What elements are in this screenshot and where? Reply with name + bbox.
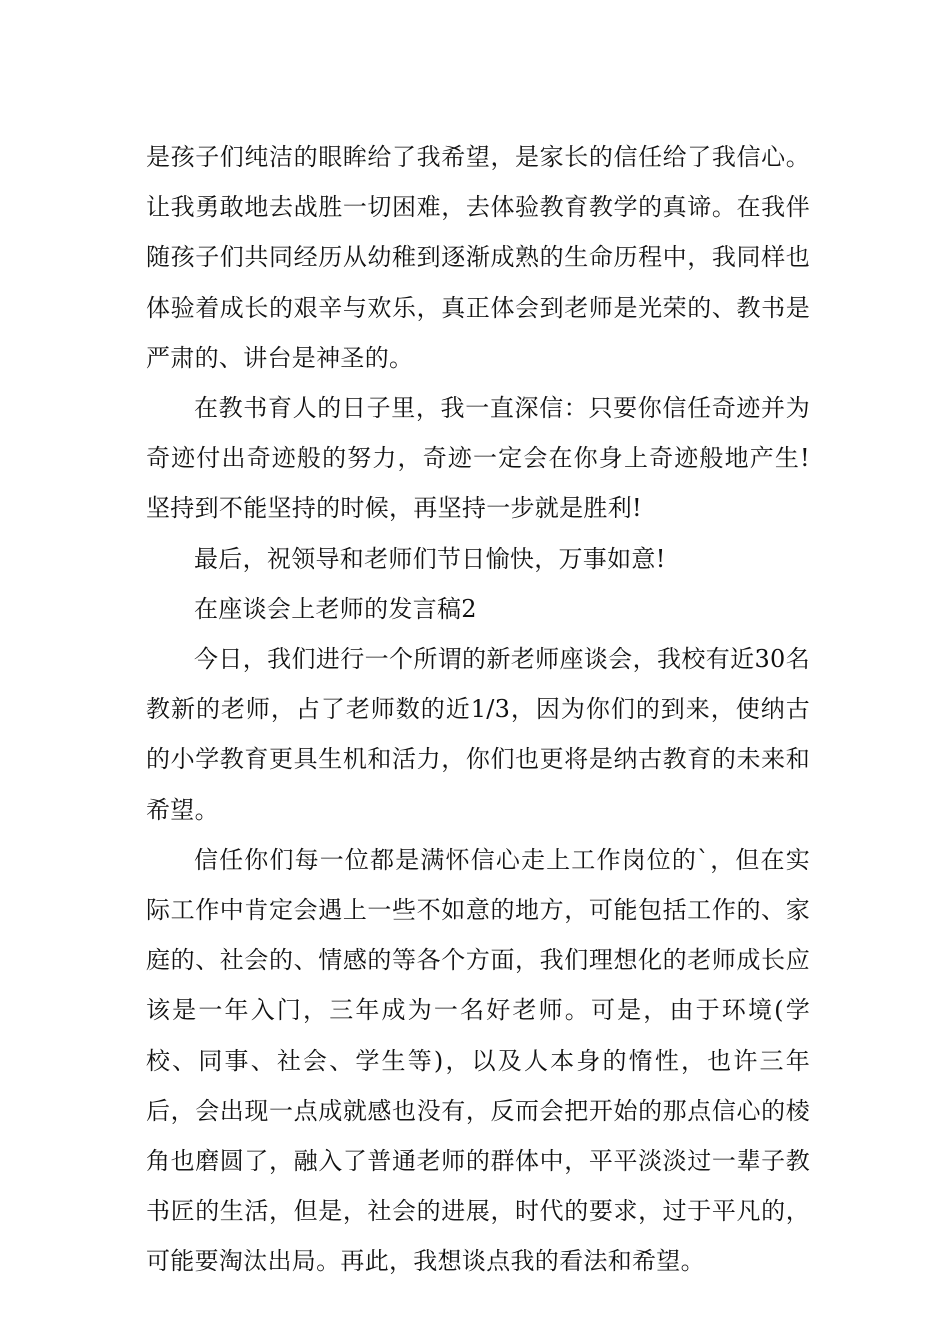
document-body [146, 132, 810, 1287]
paragraph-4: 今日，我们进行一个所谓的新老师座谈会，我校有近30名教新的老师，占了老师数的近1/3，因为你们的到来，使纳古的小学教育更具生机和活力，你们也更将是纳古教育的未来和希望。 [146, 645, 810, 824]
paragraph-5: 信任你们每一位都是满怀信心走上工作岗位的`，但在实际工作中肯定会遇上一些不如意的地方，可能包括工作的、家庭的、社会的、情感的等各个方面，我们理想化的老师成长应该是一年入门，三年成为一名好老师。可是，由于环境(学校、同事、社会、学生等)，以及人本身的惰性，也许三年后，会出现一点成就感也没有，反而会把开始的那点信心的棱角也磨圆了，融入了普通老师的群体中，平平淡淡过一辈子教书匠的生活，但是，社会的进展，时代的要求，过于平凡的，可能要淘汰出局。再此，我想谈点我的看法和希望。 [146, 845, 810, 1276]
paragraph-3: 最后，祝领导和老师们节日愉快，万事如意! [194, 544, 666, 573]
paragraph-1: 是孩子们纯洁的眼眸给了我希望，是家长的信任给了我信心。让我勇敢地去战胜一切困难，去体验教育教学的真谛。在我伴随孩子们共同经历从幼稚到逐渐成熟的生命历程中，我同样也体验着成长的艰辛与欢乐，真正体会到老师是光荣的、教书是严肃的、讲台是神圣的。 [146, 143, 810, 372]
section-heading: 在座谈会上老师的发言稿2 [194, 594, 477, 623]
paragraph-2: 在教书育人的日子里，我一直深信：只要你信任奇迹并为奇迹付出奇迹般的努力，奇迹一定会在你身上奇迹般地产生!坚持到不能坚持的时候，再坚持一步就是胜利! [146, 394, 810, 523]
